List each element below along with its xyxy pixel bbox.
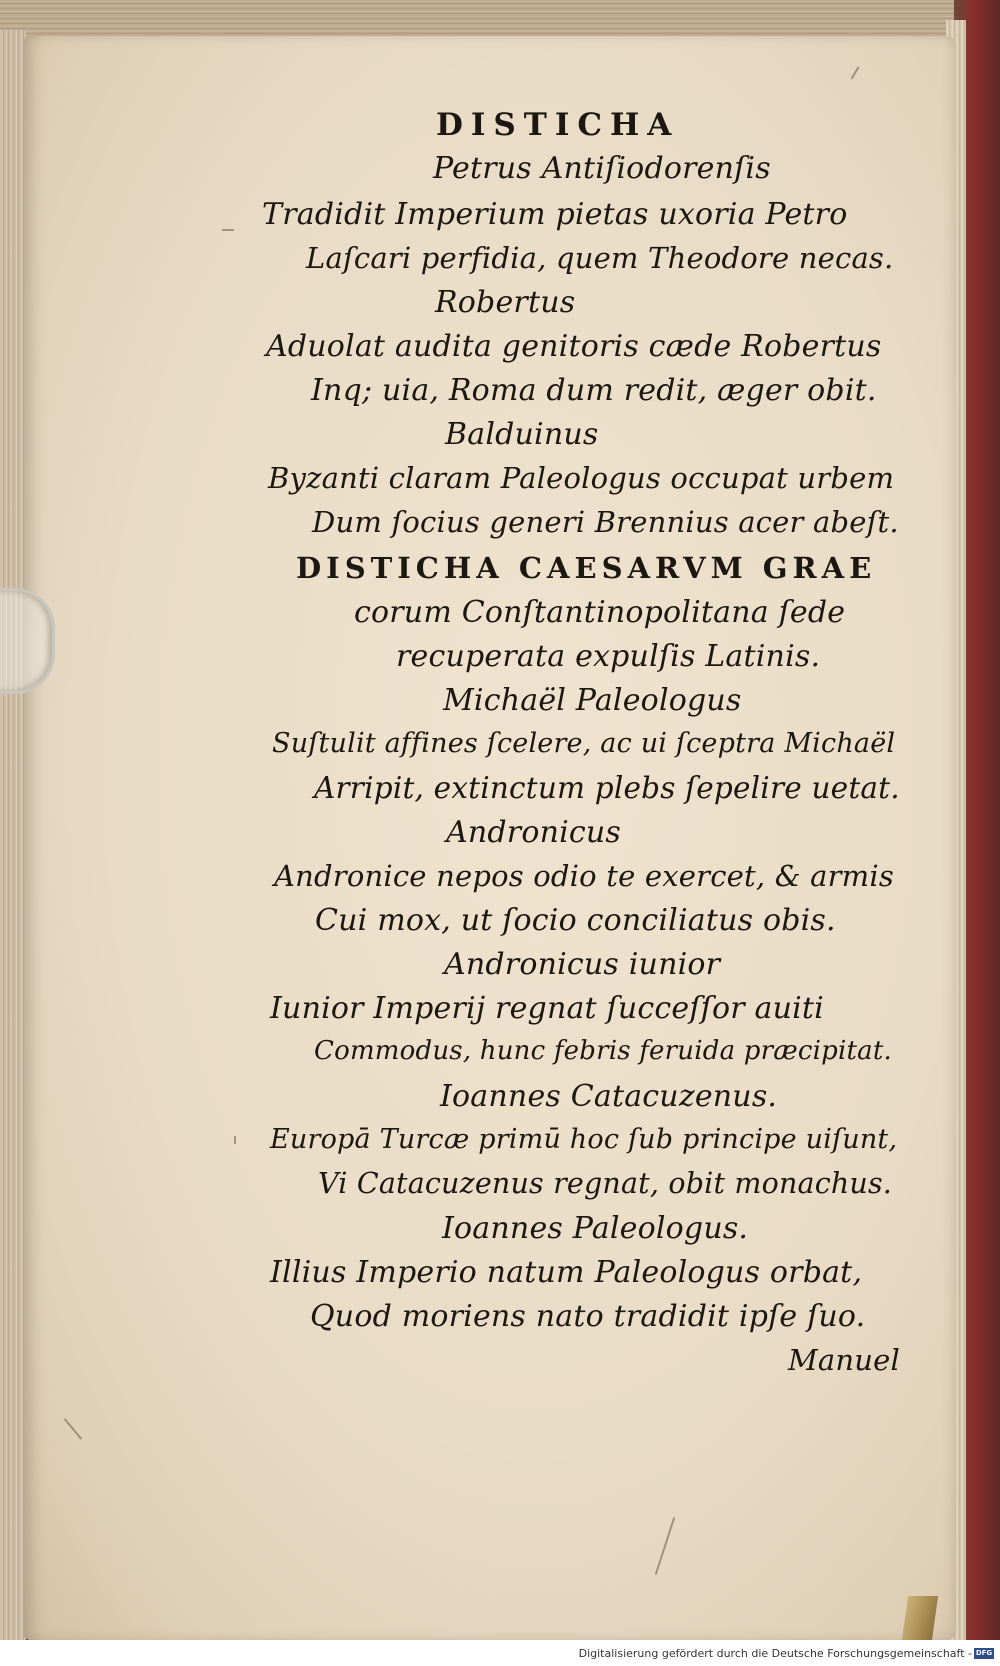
verse-title: Balduinus — [445, 417, 599, 452]
section-heading: DISTICHA CAESARVM GRAE — [296, 551, 877, 585]
verse-title: Andronicus iunior — [444, 947, 721, 982]
verse-line: Vi Catacuzenus regnat, obit monachus. — [318, 1167, 893, 1200]
verse-line: Aduolat audita genitoris cæde Robertus — [266, 329, 882, 364]
paper-clip-tab — [0, 588, 55, 694]
verse-title: Petrus Antiſiodorenſis — [433, 151, 771, 186]
verse-line: Iunior Imperij regnat ſucceſſor auiti — [270, 991, 824, 1026]
verse-line: Tradidit Imperium pietas uxoria Petro — [262, 197, 848, 232]
section-heading-cont: recuperata expulſis Latinis. — [396, 639, 821, 674]
paper-speck — [222, 229, 234, 231]
verse-line: Suſtulit affines ſcelere, ac ui ſceptra Michaël — [272, 728, 896, 759]
verse-line: Laſcari perfidia, quem Theodore necas. — [306, 241, 894, 275]
verse-line: Byzanti claram Paleologus occupat urbem — [268, 461, 895, 495]
paper-speck — [851, 66, 860, 79]
catchword: Manuel — [788, 1343, 900, 1377]
digitization-credit: Digitalisierung gefördert durch die Deutsche Forschungsgemeinschaft - — [578, 1647, 972, 1660]
verse-line: Commodus, hunc febris feruida præcipitat. — [314, 1036, 892, 1066]
verse-line: Dum ſocius generi Brennius acer abeſt. — [312, 505, 899, 539]
verse-title: Robertus — [435, 285, 576, 320]
verse-line: Inq; uia, Roma dum redit, æger obit. — [311, 373, 877, 408]
paper-speck — [234, 1136, 236, 1144]
verse-line: Arripit, extinctum plebs ſepelire uetat. — [314, 771, 900, 805]
page-block-left-edges — [0, 30, 26, 1640]
paper-speck — [64, 1418, 82, 1439]
paper-speck — [655, 1517, 675, 1575]
dfg-logo: DFG — [975, 1649, 993, 1657]
section-heading-cont: corum Conſtantinopolitana ſede — [354, 595, 846, 630]
verse-line: Cui mox, ut ſocio conciliatus obis. — [315, 903, 836, 938]
verse-line: Quod moriens nato tradidit ipſe ſuo. — [310, 1299, 866, 1334]
heading-disticha: DISTICHA — [436, 107, 680, 143]
bookmark-ribbon — [902, 1596, 938, 1640]
verse-line: Europā Turcæ primū hoc ſub principe uiſunt, — [270, 1124, 898, 1155]
verse-title: Ioannes Catacuzenus. — [440, 1079, 778, 1114]
verse-title: Michaël Paleologus — [443, 683, 742, 718]
verse-title: Ioannes Paleologus. — [442, 1211, 749, 1246]
verse-line: Illius Imperio natum Paleologus orbat, — [270, 1255, 863, 1290]
verse-title: Andronicus — [446, 815, 622, 850]
verse-line: Andronice nepos odio te exercet, & armis — [274, 859, 894, 893]
